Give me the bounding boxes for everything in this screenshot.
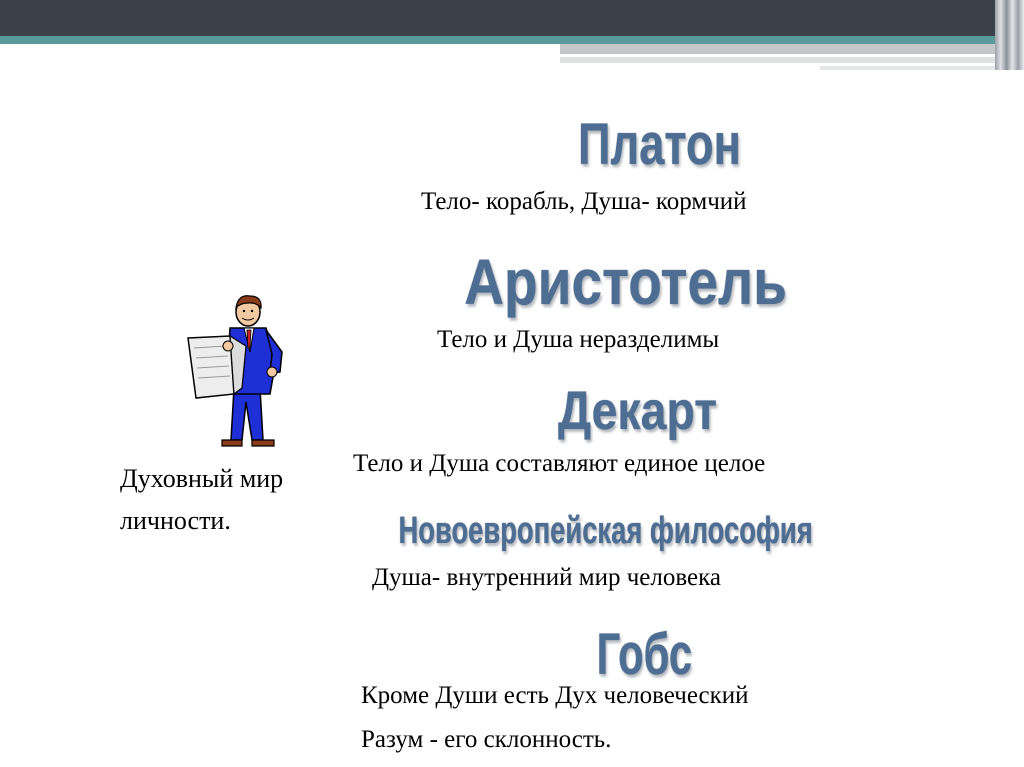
header-stripe: [820, 66, 1000, 70]
header-stripe: [560, 44, 1000, 54]
text-dekart: Тело и Душа составляют единое целое: [353, 450, 766, 477]
header-corner-decoration: [995, 0, 1024, 70]
left-caption-line2: личности.: [120, 506, 231, 535]
text-aristotel: Тело и Душа неразделимы: [437, 326, 720, 353]
heading-platon: Платон: [577, 112, 741, 177]
heading-gobs: Гобс: [596, 622, 693, 687]
text-gobs-line1: Кроме Души есть Дух человеческий: [361, 682, 749, 709]
text-gobs-line2: Разум - его склонность.: [361, 726, 612, 753]
text-new-european-philosophy: Душа- внутренний мир человека: [372, 564, 721, 591]
heading-new-european-philosophy: Новоевропейская философия: [398, 510, 813, 552]
text-platon: Тело- корабль, Душа- кормчий: [421, 188, 747, 215]
heading-dekart: Декарт: [557, 381, 718, 441]
header-stripe: [560, 57, 1000, 63]
heading-aristotel: Аристотель: [464, 246, 787, 318]
header-bar-teal: [0, 36, 1000, 44]
man-reading-newspaper-icon: [184, 290, 294, 450]
header-bar-dark: [0, 0, 1000, 36]
left-caption-line1: Духовный мир: [120, 464, 284, 493]
